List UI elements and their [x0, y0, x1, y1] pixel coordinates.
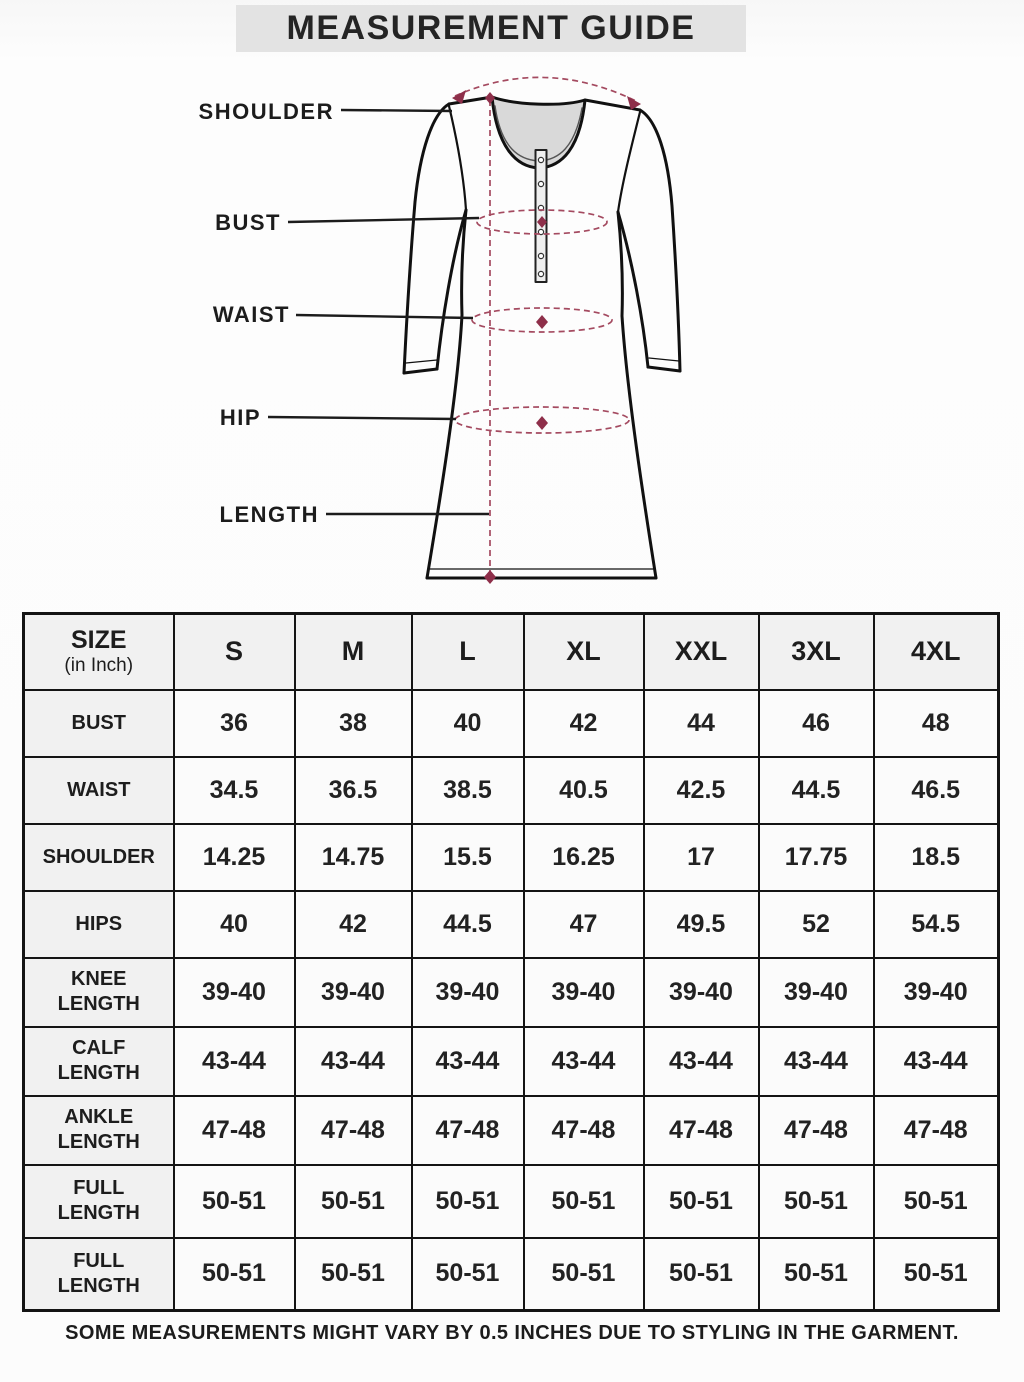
- column-header: S: [174, 614, 295, 690]
- table-row: [24, 690, 999, 757]
- size-table-head-row: [24, 614, 999, 690]
- size-table-body: [24, 690, 999, 1311]
- row-label: FULL LENGTH: [24, 1238, 174, 1311]
- table-cell: 17.75: [759, 824, 874, 891]
- hip-marker: [536, 416, 548, 430]
- table-cell: 38: [295, 690, 412, 757]
- column-header: M: [295, 614, 412, 690]
- table-cell: 48: [874, 690, 999, 757]
- table-row: [24, 757, 999, 824]
- table-cell: 47-48: [759, 1096, 874, 1165]
- table-cell: 49.5: [644, 891, 759, 958]
- length-bottom-arrow: [484, 570, 496, 584]
- table-cell: 50-51: [524, 1238, 644, 1311]
- left-sleeve-cuff-line: [406, 360, 437, 363]
- table-cell: 50-51: [174, 1238, 295, 1311]
- table-cell: 50-51: [874, 1165, 999, 1238]
- table-cell: 47-48: [412, 1096, 524, 1165]
- row-label: ANKLE LENGTH: [24, 1096, 174, 1165]
- table-cell: 50-51: [295, 1238, 412, 1311]
- body-side-left: [427, 210, 466, 578]
- table-cell: 39-40: [295, 958, 412, 1027]
- table-cell: 50-51: [412, 1238, 524, 1311]
- table-cell: 50-51: [644, 1165, 759, 1238]
- table-cell: 47-48: [295, 1096, 412, 1165]
- table-cell: 43-44: [295, 1027, 412, 1096]
- table-cell: 50-51: [524, 1165, 644, 1238]
- bust-label: BUST: [215, 210, 281, 235]
- row-label: SHOULDER: [24, 824, 174, 891]
- hip-label: HIP: [219, 405, 261, 430]
- size-table: [22, 612, 1000, 1312]
- bust-callout-line: [288, 218, 479, 222]
- shoulder-callout-line: [341, 110, 452, 111]
- table-cell: 43-44: [759, 1027, 874, 1096]
- hip-callout-line: [268, 417, 456, 419]
- right-armhole: [618, 112, 640, 212]
- table-cell: 14.25: [174, 824, 295, 891]
- left-armhole: [449, 106, 466, 210]
- page-title: MEASUREMENT GUIDE: [286, 9, 696, 47]
- table-cell: 40: [174, 891, 295, 958]
- waist-label: WAIST: [212, 302, 290, 327]
- table-cell: 39-40: [644, 958, 759, 1027]
- table-cell: 44: [644, 690, 759, 757]
- table-cell: 36.5: [295, 757, 412, 824]
- column-header: 4XL: [874, 614, 999, 690]
- table-cell: 50-51: [759, 1165, 874, 1238]
- table-row: [24, 1165, 999, 1238]
- table-cell: 50-51: [295, 1165, 412, 1238]
- column-header: L: [412, 614, 524, 690]
- table-row: [24, 1096, 999, 1165]
- table-cell: 54.5: [874, 891, 999, 958]
- table-cell: 44.5: [759, 757, 874, 824]
- shoulder-label: SHOULDER: [198, 99, 334, 124]
- table-row: [24, 958, 999, 1027]
- row-label: FULL LENGTH: [24, 1165, 174, 1238]
- table-cell: 50-51: [874, 1238, 999, 1311]
- row-label: WAIST: [24, 757, 174, 824]
- table-cell: 47-48: [644, 1096, 759, 1165]
- row-label: KNEE LENGTH: [24, 958, 174, 1027]
- table-cell: 43-44: [412, 1027, 524, 1096]
- table-cell: 46: [759, 690, 874, 757]
- diagram-labels: [199, 99, 334, 527]
- size-corner-cell: [24, 614, 174, 690]
- table-cell: 47-48: [874, 1096, 999, 1165]
- table-cell: 15.5: [412, 824, 524, 891]
- row-label: BUST: [24, 690, 174, 757]
- title-band: [236, 5, 746, 52]
- table-row: [24, 1238, 999, 1311]
- table-cell: 14.75: [295, 824, 412, 891]
- table-cell: 43-44: [644, 1027, 759, 1096]
- table-cell: 50-51: [759, 1238, 874, 1311]
- table-row: [24, 891, 999, 958]
- table-cell: 50-51: [644, 1238, 759, 1311]
- table-cell: 47: [524, 891, 644, 958]
- table-cell: 52: [759, 891, 874, 958]
- column-header: XXL: [644, 614, 759, 690]
- table-cell: 17: [644, 824, 759, 891]
- right-sleeve-cuff: [648, 367, 680, 371]
- garment-sketch: [404, 97, 680, 578]
- row-label: HIPS: [24, 891, 174, 958]
- footer-note: SOME MEASUREMENTS MIGHT VARY BY 0.5 INCHES DUE TO STYLING IN THE GARMENT.: [65, 1322, 959, 1344]
- table-cell: 34.5: [174, 757, 295, 824]
- table-cell: 43-44: [874, 1027, 999, 1096]
- table-cell: 40.5: [524, 757, 644, 824]
- row-label: CALF LENGTH: [24, 1027, 174, 1096]
- table-cell: 42: [524, 690, 644, 757]
- table-cell: 39-40: [524, 958, 644, 1027]
- column-header: 3XL: [759, 614, 874, 690]
- table-cell: 43-44: [174, 1027, 295, 1096]
- unit-note: (in Inch): [64, 655, 134, 677]
- button-placket: [536, 150, 547, 282]
- table-cell: 47-48: [174, 1096, 295, 1165]
- table-cell: 43-44: [524, 1027, 644, 1096]
- table-row: [24, 1027, 999, 1096]
- length-label: LENGTH: [219, 502, 319, 527]
- table-cell: 39-40: [874, 958, 999, 1027]
- table-cell: 36: [174, 690, 295, 757]
- body-side-right: [618, 212, 656, 578]
- table-cell: 50-51: [174, 1165, 295, 1238]
- left-sleeve-cuff: [404, 369, 437, 373]
- callout-lines: [268, 110, 489, 514]
- table-row: [24, 824, 999, 891]
- right-sleeve-cuff-line: [649, 358, 679, 361]
- table-cell: 40: [412, 690, 524, 757]
- corner-label: SIZE: [70, 626, 127, 655]
- table-cell: 44.5: [412, 891, 524, 958]
- table-cell: 38.5: [412, 757, 524, 824]
- measurement-diagram: [0, 56, 1024, 604]
- column-header: XL: [524, 614, 644, 690]
- table-cell: 42.5: [644, 757, 759, 824]
- waist-marker: [536, 315, 548, 329]
- right-sleeve-outer: [640, 110, 680, 371]
- table-cell: 16.25: [524, 824, 644, 891]
- table-cell: 18.5: [874, 824, 999, 891]
- table-cell: 46.5: [874, 757, 999, 824]
- waist-callout-line: [296, 315, 473, 318]
- table-cell: 39-40: [174, 958, 295, 1027]
- table-cell: 50-51: [412, 1165, 524, 1238]
- table-cell: 39-40: [759, 958, 874, 1027]
- table-cell: 47-48: [524, 1096, 644, 1165]
- table-cell: 39-40: [412, 958, 524, 1027]
- table-cell: 42: [295, 891, 412, 958]
